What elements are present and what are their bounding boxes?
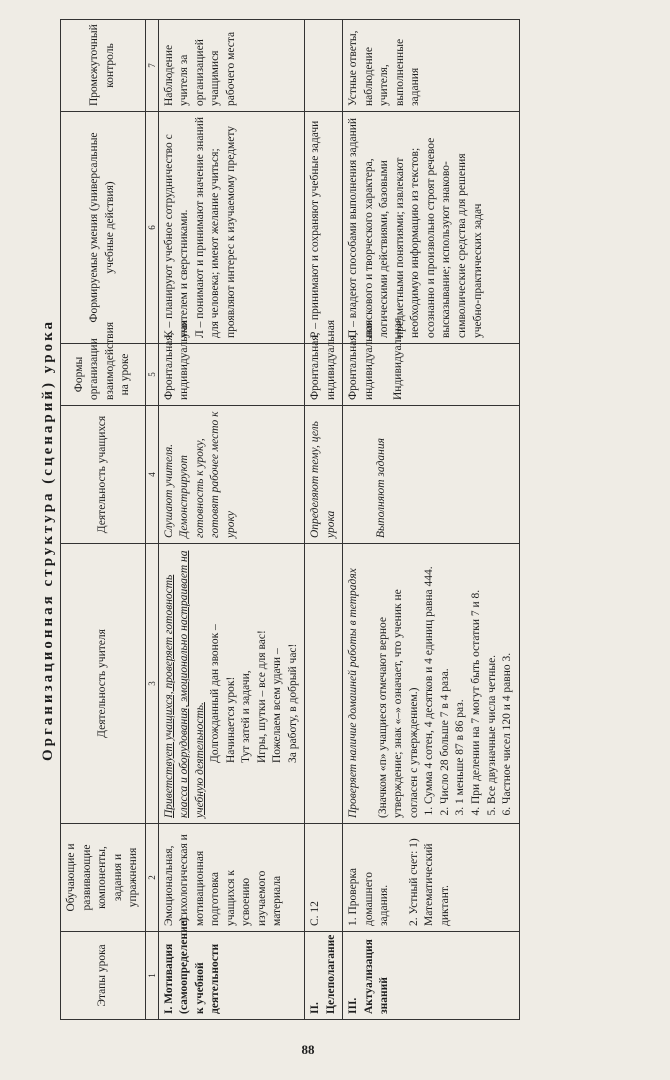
header-students: Деятельность учащихся bbox=[61, 406, 146, 544]
students-cell bbox=[343, 406, 519, 544]
table-row bbox=[158, 20, 305, 1020]
header-teacher: Деятельность учителя bbox=[61, 544, 146, 824]
col-number: 4 bbox=[145, 406, 158, 544]
table-row bbox=[343, 20, 519, 1020]
col-number: 6 bbox=[145, 112, 158, 344]
components-text: 1. Проверка домашнего задания. bbox=[347, 867, 391, 926]
list-item: 5. Все двузначные числа четные. bbox=[485, 549, 501, 804]
col-number: 7 bbox=[145, 20, 158, 112]
stage-cell: III. Актуализация знаний bbox=[343, 932, 519, 1020]
poem-line: Пожелаем всем удачи – bbox=[271, 648, 284, 763]
skills-cell: Р – принимают и сохраняют учебные задачи bbox=[305, 112, 343, 344]
list-item: 3. 1 меньше 87 в 86 раз. bbox=[453, 549, 469, 804]
header-control: Промежуточный контроль bbox=[61, 20, 146, 112]
list-item: 4. При делении на 7 могут быть остатки 7 и 8. bbox=[469, 549, 485, 804]
header-skills: Формируемые умения (универсальные учебные действия) bbox=[61, 112, 146, 344]
control-cell bbox=[305, 20, 343, 112]
col-number: 2 bbox=[145, 824, 158, 932]
form-cell: Фронтальная, индивидуальная bbox=[305, 344, 343, 406]
form-text: Фронтальная, индивидуальная bbox=[347, 319, 375, 400]
control-cell: Устные ответы, наблюдение учителя, выполненные задания bbox=[343, 20, 519, 112]
skills-text: К – планируют учебное сотрудничество с учителем и сверстниками. bbox=[162, 134, 191, 338]
dictation-instructions: (Значком «п» учащиеся отмечают верное утверждение; знак «–» означает, что ученик не согласен с утверждением.) bbox=[376, 589, 420, 818]
page-title: Организационная структура (сценарий) урока bbox=[40, 318, 56, 762]
col-number: 3 bbox=[145, 544, 158, 824]
header-row bbox=[61, 20, 146, 1020]
skills-cell bbox=[158, 112, 305, 344]
header-components: Обучающие и развивающие компоненты, задания и упражнения bbox=[61, 824, 146, 932]
skills-text: Л – понимают и принимают значение знаний для человека; имеют желание учиться; проявляют интерес к изучаемому предмету bbox=[193, 117, 237, 338]
poem-line: Начинается урок! bbox=[224, 676, 237, 763]
poem-line: Долгожданный дан звонок – bbox=[209, 624, 222, 763]
control-cell: Наблюдение учителя за организацией учащимися рабочего места bbox=[158, 20, 305, 112]
column-number-row bbox=[145, 20, 158, 1020]
lesson-structure-table bbox=[60, 19, 520, 1020]
list-item: 2. Число 28 больше 7 в 4 раза. bbox=[438, 549, 454, 804]
teacher-activity-text: Приветствует учащихся, проверяет готовность класса и оборудования, эмоционально настраивает на учебную деятельность. bbox=[162, 550, 206, 818]
form-text: Индивидуальная bbox=[392, 317, 405, 400]
students-cell: Слушают учителя. Демонстрируют готовность к уроку, готовят рабочее место к уроку bbox=[158, 406, 305, 544]
list-item: 6. Частное чисел 120 и 4 равно 3. bbox=[500, 549, 516, 804]
header-forms: Формы организации взаимодействия на уроке bbox=[61, 344, 146, 406]
form-cell bbox=[343, 317, 519, 406]
teacher-cell bbox=[343, 544, 519, 824]
table-row bbox=[305, 20, 343, 1020]
components-cell: Эмоциональная, психологическая и мотивационная подготовка учащихся к усвоению изучаемого материала bbox=[158, 824, 305, 932]
header-stage: Этапы урока bbox=[61, 932, 146, 1020]
poem-line: Игры, шутки – все для вас! bbox=[255, 630, 268, 763]
col-number: 5 bbox=[145, 344, 158, 406]
students-cell: Определяют тему, цель урока bbox=[305, 406, 343, 544]
components-text: 2. Устный счет: 1) Математический диктант. bbox=[407, 838, 451, 926]
teacher-activity-text: Проверяет наличие домашней работы в тетрадях bbox=[347, 568, 360, 818]
col-number: 1 bbox=[145, 932, 158, 1020]
teacher-cell bbox=[158, 544, 305, 824]
form-cell: Фронтальная, индивидуальная bbox=[158, 344, 305, 406]
stage-cell: II. Целеполагание bbox=[305, 932, 343, 1020]
skills-cell: П – владеют способами выполнения заданий поискового и творческого характера, логическими действиями, базовыми предметными понятиями; извлекают необходимую информацию из текстов; осознанно и произвольно строят речевое высказывание; используют знаково-символические средства для решения учебно-практических задач bbox=[343, 112, 519, 344]
greeting-poem bbox=[208, 549, 301, 818]
page-number: 88 bbox=[301, 1042, 315, 1057]
components-cell bbox=[343, 824, 519, 932]
dictation-list bbox=[422, 549, 515, 818]
students-text: Выполняют задания bbox=[375, 438, 388, 538]
components-cell: С. 12 bbox=[305, 824, 343, 932]
stage-cell: I. Мотивация (самоопределение) к учебной деятельности bbox=[158, 932, 305, 1020]
poem-line: За работу, в добрый час! bbox=[286, 643, 299, 763]
teacher-cell bbox=[305, 544, 343, 824]
poem-line: Тут затей и задачи, bbox=[240, 670, 253, 763]
list-item: 1. Сумма 4 сотен, 4 десятков и 4 единиц равна 444. bbox=[422, 549, 438, 804]
